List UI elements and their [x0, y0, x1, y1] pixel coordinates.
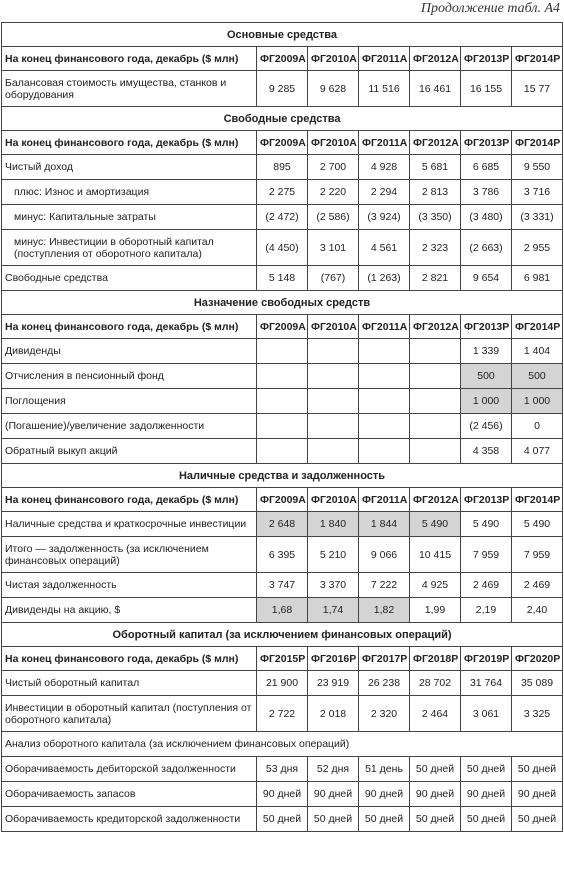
- value-cell: 3 786: [461, 180, 512, 205]
- table-row: [2, 389, 563, 414]
- row-label: Оборачиваемость дебиторской задолженности: [2, 757, 257, 782]
- section-title: Наличные средства и задолженность: [2, 464, 563, 488]
- column-header: ФГ2010А: [308, 47, 359, 71]
- value-cell: 4 925: [410, 573, 461, 598]
- value-cell: 50 дней: [308, 807, 359, 832]
- value-cell: 2 275: [257, 180, 308, 205]
- table-row: [2, 364, 563, 389]
- table-caption: Продолжение табл. А4: [420, 1, 560, 16]
- column-header: ФГ2018Р: [410, 647, 461, 671]
- value-cell: [359, 339, 410, 364]
- value-cell: 50 дней: [257, 807, 308, 832]
- column-header: ФГ2013Р: [461, 488, 512, 512]
- value-cell: [410, 389, 461, 414]
- table-row: [2, 266, 563, 291]
- value-cell: 2,40: [512, 598, 563, 623]
- value-cell: 7 959: [512, 537, 563, 573]
- value-cell: (4 450): [257, 230, 308, 266]
- value-cell: 1,99: [410, 598, 461, 623]
- value-cell: 1 844: [359, 512, 410, 537]
- value-cell: 9 066: [359, 537, 410, 573]
- column-header: ФГ2012А: [410, 315, 461, 339]
- value-cell: 21 900: [257, 671, 308, 696]
- value-cell: [257, 439, 308, 464]
- value-cell: 895: [257, 155, 308, 180]
- row-label: Наличные средства и краткосрочные инвестиции: [2, 512, 257, 537]
- value-cell: 50 дней: [512, 807, 563, 832]
- value-cell: 11 516: [359, 71, 410, 107]
- value-cell: [359, 414, 410, 439]
- row-label: Оборачиваемость кредиторской задолженности: [2, 807, 257, 832]
- value-cell: (2 456): [461, 414, 512, 439]
- column-header: ФГ2011А: [359, 47, 410, 71]
- row-label: Балансовая стоимость имущества, станков и оборудования: [2, 71, 257, 107]
- value-cell: [359, 364, 410, 389]
- column-header: ФГ2014Р: [512, 131, 563, 155]
- column-header: ФГ2012А: [410, 131, 461, 155]
- value-cell: 500: [512, 364, 563, 389]
- section-title-row: [2, 291, 563, 315]
- value-cell: 2 294: [359, 180, 410, 205]
- row-label: Дивиденды на акцию, $: [2, 598, 257, 623]
- column-header: ФГ2011А: [359, 131, 410, 155]
- value-cell: 2 464: [410, 696, 461, 732]
- value-cell: [308, 339, 359, 364]
- value-cell: 2 469: [461, 573, 512, 598]
- value-cell: 2 323: [410, 230, 461, 266]
- row-label: Чистая задолженность: [2, 573, 257, 598]
- value-cell: 4 077: [512, 439, 563, 464]
- value-cell: 7 222: [359, 573, 410, 598]
- column-header: ФГ2015Р: [257, 647, 308, 671]
- column-header: ФГ2013Р: [461, 315, 512, 339]
- row-label: Итого — задолженность (за исключением финансовых операций): [2, 537, 257, 573]
- header-label: На конец финансового года, декабрь ($ млн): [2, 131, 257, 155]
- header-label: На конец финансового года, декабрь ($ млн): [2, 647, 257, 671]
- value-cell: 2 220: [308, 180, 359, 205]
- column-header: ФГ2012А: [410, 47, 461, 71]
- section-title: Оборотный капитал (за исключением финансовых операций): [2, 623, 563, 647]
- column-header: ФГ2009А: [257, 488, 308, 512]
- value-cell: 3 325: [512, 696, 563, 732]
- value-cell: 90 дней: [257, 782, 308, 807]
- column-header: ФГ2017Р: [359, 647, 410, 671]
- value-cell: [410, 414, 461, 439]
- value-cell: 2 018: [308, 696, 359, 732]
- value-cell: (3 480): [461, 205, 512, 230]
- value-cell: 1 404: [512, 339, 563, 364]
- value-cell: (3 331): [512, 205, 563, 230]
- value-cell: 50 дней: [410, 807, 461, 832]
- value-cell: 0: [512, 414, 563, 439]
- value-cell: 1,74: [308, 598, 359, 623]
- value-cell: 90 дней: [461, 782, 512, 807]
- value-cell: 5 681: [410, 155, 461, 180]
- value-cell: 2 821: [410, 266, 461, 291]
- value-cell: 50 дней: [461, 757, 512, 782]
- value-cell: 2 813: [410, 180, 461, 205]
- value-cell: [308, 364, 359, 389]
- value-cell: 5 490: [461, 512, 512, 537]
- value-cell: 4 928: [359, 155, 410, 180]
- column-header: ФГ2011А: [359, 488, 410, 512]
- table-row: [2, 671, 563, 696]
- value-cell: 2 700: [308, 155, 359, 180]
- value-cell: [257, 339, 308, 364]
- value-cell: 28 702: [410, 671, 461, 696]
- column-header: ФГ2013Р: [461, 131, 512, 155]
- value-cell: 6 981: [512, 266, 563, 291]
- row-label: плюс: Износ и амортизация: [2, 180, 257, 205]
- value-cell: 50 дней: [410, 757, 461, 782]
- table-row: [2, 598, 563, 623]
- column-header: ФГ2014Р: [512, 488, 563, 512]
- table-row: [2, 414, 563, 439]
- value-cell: 16 461: [410, 71, 461, 107]
- value-cell: 6 395: [257, 537, 308, 573]
- value-cell: 3 061: [461, 696, 512, 732]
- value-cell: 5 148: [257, 266, 308, 291]
- value-cell: 9 654: [461, 266, 512, 291]
- row-label: минус: Капитальные затраты: [2, 205, 257, 230]
- value-cell: 10 415: [410, 537, 461, 573]
- table-row: [2, 782, 563, 807]
- value-cell: 1 000: [512, 389, 563, 414]
- table-row: [2, 573, 563, 598]
- section-title-row: [2, 464, 563, 488]
- value-cell: 5 210: [308, 537, 359, 573]
- table-row: [2, 71, 563, 107]
- column-header: ФГ2019Р: [461, 647, 512, 671]
- column-header-row: [2, 647, 563, 671]
- header-label: На конец финансового года, декабрь ($ млн): [2, 47, 257, 71]
- column-header: ФГ2016Р: [308, 647, 359, 671]
- financial-table: [1, 22, 563, 832]
- section-title: Основные средства: [2, 23, 563, 47]
- value-cell: [308, 414, 359, 439]
- table-body: [2, 23, 563, 832]
- row-label: Дивиденды: [2, 339, 257, 364]
- value-cell: 52 дня: [308, 757, 359, 782]
- value-cell: 35 089: [512, 671, 563, 696]
- value-cell: 3 716: [512, 180, 563, 205]
- value-cell: 90 дней: [410, 782, 461, 807]
- column-header: ФГ2010А: [308, 131, 359, 155]
- value-cell: 2 648: [257, 512, 308, 537]
- value-cell: 3 747: [257, 573, 308, 598]
- row-label: Свободные средства: [2, 266, 257, 291]
- value-cell: [410, 439, 461, 464]
- table-row: [2, 757, 563, 782]
- value-cell: 15 77: [512, 71, 563, 107]
- value-cell: [257, 389, 308, 414]
- value-cell: 90 дней: [308, 782, 359, 807]
- value-cell: 1,68: [257, 598, 308, 623]
- row-label: Инвестиции в оборотный капитал (поступления от оборотного капитала): [2, 696, 257, 732]
- table-row: [2, 696, 563, 732]
- value-cell: 90 дней: [512, 782, 563, 807]
- column-header: ФГ2014Р: [512, 47, 563, 71]
- table-row: [2, 537, 563, 573]
- column-header: ФГ2010А: [308, 315, 359, 339]
- value-cell: [410, 339, 461, 364]
- value-cell: 9 628: [308, 71, 359, 107]
- table-row: [2, 180, 563, 205]
- value-cell: (3 924): [359, 205, 410, 230]
- value-cell: 9 285: [257, 71, 308, 107]
- value-cell: 5 490: [410, 512, 461, 537]
- header-label: На конец финансового года, декабрь ($ млн): [2, 488, 257, 512]
- row-label: Оборачиваемость запасов: [2, 782, 257, 807]
- column-header-row: [2, 488, 563, 512]
- value-cell: 50 дней: [461, 807, 512, 832]
- value-cell: 16 155: [461, 71, 512, 107]
- table-row: [2, 732, 563, 757]
- value-cell: 51 день: [359, 757, 410, 782]
- section-title-row: [2, 623, 563, 647]
- value-cell: 3 101: [308, 230, 359, 266]
- table-row: [2, 512, 563, 537]
- value-cell: 2 955: [512, 230, 563, 266]
- column-header: ФГ2020Р: [512, 647, 563, 671]
- table-row: [2, 155, 563, 180]
- table-row: [2, 339, 563, 364]
- section-title-row: [2, 107, 563, 131]
- value-cell: 50 дней: [359, 807, 410, 832]
- column-header: ФГ2009А: [257, 47, 308, 71]
- value-cell: [308, 389, 359, 414]
- value-cell: 1 000: [461, 389, 512, 414]
- value-cell: 1 339: [461, 339, 512, 364]
- value-cell: [257, 414, 308, 439]
- value-cell: 2 722: [257, 696, 308, 732]
- row-label: Анализ оборотного капитала (за исключением финансовых операций): [2, 732, 563, 757]
- section-title: Назначение свободных средств: [2, 291, 563, 315]
- value-cell: 2 469: [512, 573, 563, 598]
- column-header: ФГ2011А: [359, 315, 410, 339]
- table-row: [2, 439, 563, 464]
- value-cell: [359, 389, 410, 414]
- column-header: ФГ2012А: [410, 488, 461, 512]
- table-row: [2, 205, 563, 230]
- value-cell: 2 320: [359, 696, 410, 732]
- value-cell: 90 дней: [359, 782, 410, 807]
- value-cell: 53 дня: [257, 757, 308, 782]
- column-header-row: [2, 47, 563, 71]
- column-header: ФГ2009А: [257, 131, 308, 155]
- column-header: ФГ2013Р: [461, 47, 512, 71]
- column-header: ФГ2014Р: [512, 315, 563, 339]
- value-cell: 3 370: [308, 573, 359, 598]
- value-cell: 6 685: [461, 155, 512, 180]
- section-title: Свободные средства: [2, 107, 563, 131]
- value-cell: (2 586): [308, 205, 359, 230]
- value-cell: 23 919: [308, 671, 359, 696]
- row-label: (Погашение)/увеличение задолженности: [2, 414, 257, 439]
- column-header: ФГ2009А: [257, 315, 308, 339]
- value-cell: 31 764: [461, 671, 512, 696]
- value-cell: 50 дней: [512, 757, 563, 782]
- value-cell: 4 358: [461, 439, 512, 464]
- column-header: ФГ2010А: [308, 488, 359, 512]
- value-cell: (2 663): [461, 230, 512, 266]
- value-cell: [257, 364, 308, 389]
- value-cell: 500: [461, 364, 512, 389]
- row-label: минус: Инвестиции в оборотный капитал (поступления от оборотного капитала): [2, 230, 257, 266]
- section-title-row: [2, 23, 563, 47]
- row-label: Чистый доход: [2, 155, 257, 180]
- header-label: На конец финансового года, декабрь ($ млн): [2, 315, 257, 339]
- value-cell: 1 840: [308, 512, 359, 537]
- row-label: Обратный выкуп акций: [2, 439, 257, 464]
- value-cell: 9 550: [512, 155, 563, 180]
- value-cell: (3 350): [410, 205, 461, 230]
- value-cell: (767): [308, 266, 359, 291]
- value-cell: [410, 364, 461, 389]
- table-row: [2, 230, 563, 266]
- column-header-row: [2, 315, 563, 339]
- value-cell: (1 263): [359, 266, 410, 291]
- value-cell: 2,19: [461, 598, 512, 623]
- row-label: Поглощения: [2, 389, 257, 414]
- value-cell: [308, 439, 359, 464]
- value-cell: 7 959: [461, 537, 512, 573]
- value-cell: (2 472): [257, 205, 308, 230]
- value-cell: 26 238: [359, 671, 410, 696]
- value-cell: 5 490: [512, 512, 563, 537]
- value-cell: [359, 439, 410, 464]
- row-label: Отчисления в пенсионный фонд: [2, 364, 257, 389]
- value-cell: 1,82: [359, 598, 410, 623]
- table-row: [2, 807, 563, 832]
- value-cell: 4 561: [359, 230, 410, 266]
- row-label: Чистый оборотный капитал: [2, 671, 257, 696]
- column-header-row: [2, 131, 563, 155]
